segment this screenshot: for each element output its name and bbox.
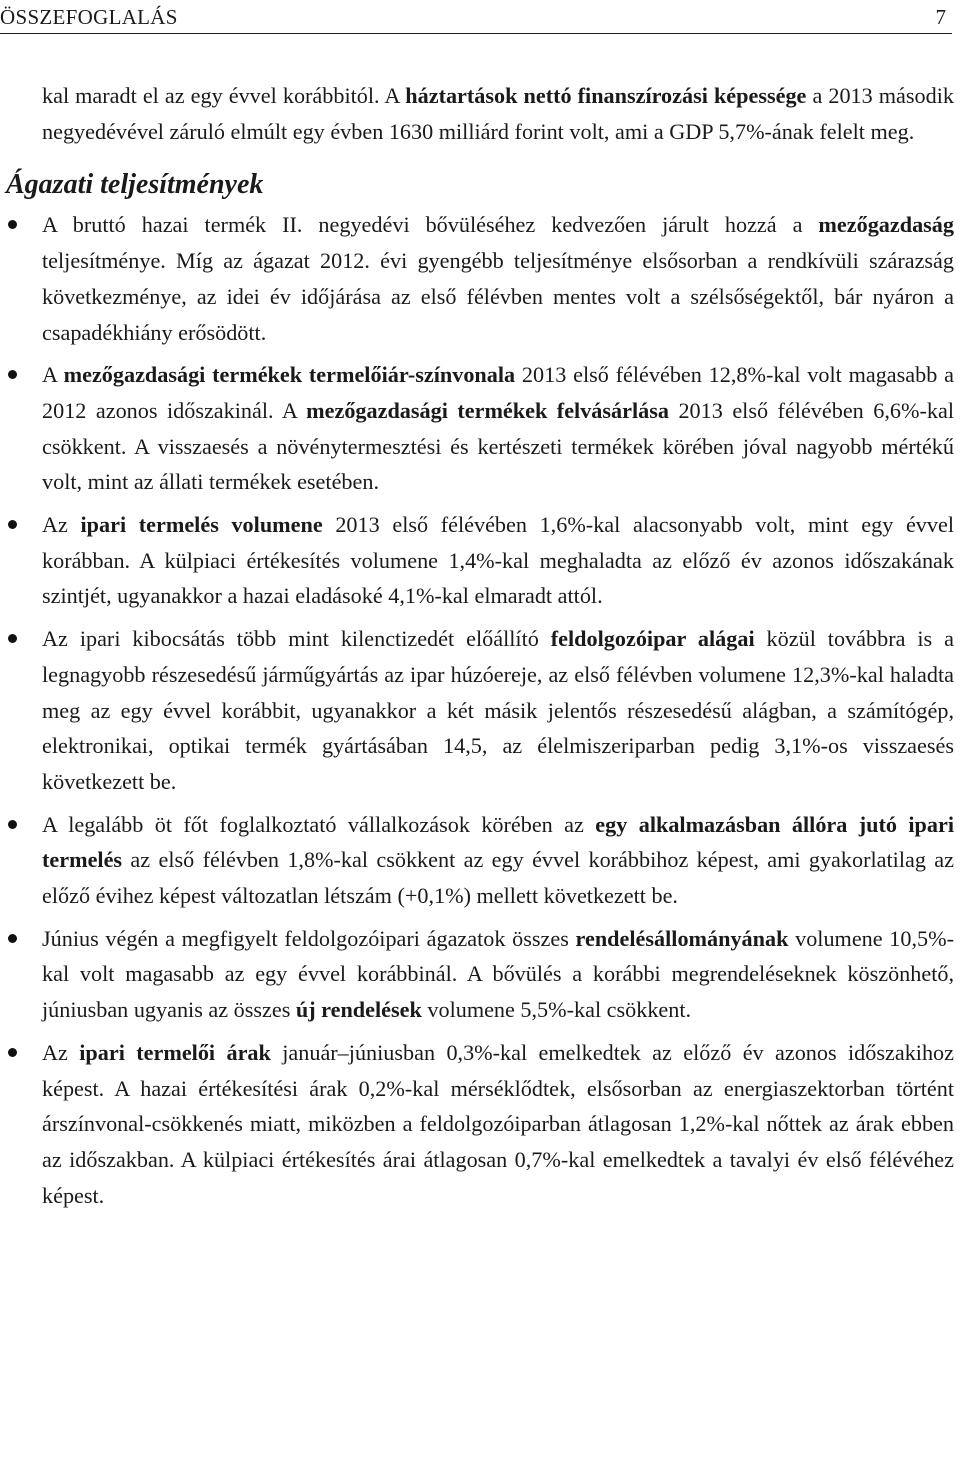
emphasis-text: ipari termelői árak	[79, 1039, 271, 1065]
text-run: A bruttó hazai termék II. negyedévi bővüléséhez kedvezően járult hozzá a	[42, 212, 819, 238]
text-run: A legalább öt főt foglalkoztató vállalkozások körében az	[42, 811, 596, 837]
text-run: 2013 első félévében 12,8%-kal volt magasabb a 2012 azonos időszakinál. A	[42, 362, 954, 423]
text-run: 2013 első félévében 6,6%-kal csökkent. A visszaesés a növénytermesztési és kertészeti termékek körében jóval nagyobb mértékű volt, mint az állati termékek esetében.	[42, 397, 954, 495]
emphasis-text: mezőgazdaság	[818, 212, 954, 238]
header-rule	[0, 33, 952, 34]
bullet-item	[42, 1035, 954, 1214]
text-run: január–júniusban 0,3%-kal emelkedtek az előző év azonos időszakihoz képest. A hazai értékesítési árak 0,2%-kal mérséklődtek, elsősorban az energiaszektorban történt árszínvonal-csökkenés miatt, miközben a feldolgozóiparban átlagosan 1,2%-kal nőttek az árak ebben az időszakban. A külpiaci értékesítés árai átlagosan 0,7%-kal emelkedtek a tavalyi év első félévéhez képest.	[42, 1039, 954, 1208]
bullet-item	[42, 357, 954, 500]
header-title: ÖSSZEFOGLALÁS	[0, 5, 178, 29]
text-run: az első félévben 1,8%-kal csökkent az egy évvel korábbihoz képest, ami gyakorlatilag az előző évihez képest változatlan létszám (+0,1%) mellett következett be.	[42, 847, 954, 909]
bullet-icon	[8, 634, 17, 643]
emphasis-text: feldolgozóipar alágai	[550, 626, 755, 652]
text-run: a 2013 második negyedévével záruló elmúlt egy évben 1630 milliárd forint volt, ami a GDP 5,7%-ának felelt meg.	[42, 83, 954, 144]
page-header	[0, 0, 960, 38]
text-run: Az	[42, 512, 81, 538]
bullet-icon	[8, 820, 17, 829]
text-run: volumene 10,5%-kal volt magasabb az egy évvel korábbinál. A bővülés a korábbi megrendeléseknek köszönhető, júniusban ugyanis az összes	[42, 925, 954, 1023]
bullet-icon	[8, 1048, 17, 1057]
text-run: volumene 5,5%-kal csökkent.	[421, 997, 692, 1023]
bullet-icon	[8, 520, 17, 529]
emphasis-text: új rendelések	[295, 997, 422, 1023]
emphasis-text: egy alkalmazásban állóra jutó ipari termelés	[42, 811, 954, 873]
intro-paragraph	[42, 78, 954, 149]
bullet-item	[42, 921, 954, 1028]
bullet-item	[42, 507, 954, 614]
bullet-icon	[8, 934, 17, 943]
text-run: A	[42, 362, 64, 388]
text-run: 2013 első félévében 1,6%-kal alacsonyabb volt, mint egy évvel korábban. A külpiaci értékesítés volumene 1,4%-kal meghaladta az előző év azonos időszakának szintjét, ugyanakkor a hazai eladásoké 4,1%-kal elmaradt attól.	[42, 512, 954, 609]
text-run: közül továbbra is a legnagyobb részesedésű járműgyártás az ipar húzóereje, az első félévben volumene 12,3%-kal haladta meg az egy évvel korábbit, ugyanakkor a két másik jelentős részesedésű alágban, a számítógép, elektronikai, optikai termék gyártásában 14,5, az élelmiszeriparban pedig 3,1%-os visszaesés következett be.	[42, 626, 954, 794]
emphasis-text: mezőgazdasági termékek termelőiár-színvonala	[63, 362, 516, 388]
bullet-item	[42, 207, 954, 350]
bullet-item	[42, 621, 954, 800]
text-run: Az ipari kibocsátás több mint kilenctizedét előállító	[42, 626, 551, 652]
emphasis-text: mezőgazdasági termékek felvásárlása	[306, 397, 669, 423]
text-run: kal maradt el az egy évvel korábbitól. A	[42, 83, 406, 108]
section-heading: Ágazati teljesítmények	[6, 169, 264, 201]
bullet-icon	[8, 220, 17, 229]
document-body	[6, 78, 954, 1220]
bullet-icon	[8, 370, 17, 379]
text-run: teljesítménye. Míg az ágazat 2012. évi gyengébb teljesítménye elsősorban a rendkívüli szárazság következménye, az idei év időjárása az első félévben mentes volt a szélsőségektől, bár nyáron a csapadékhiány erősödött.	[42, 248, 954, 345]
bullet-list	[42, 207, 954, 1213]
bullet-item	[42, 807, 954, 914]
text-run: Az	[42, 1039, 80, 1065]
emphasis-text: ipari termelés volumene	[80, 512, 323, 538]
text-run: Június végén a megfigyelt feldolgozóipari ágazatok összes	[42, 925, 576, 951]
emphasis-text: háztartások nettó finanszírozási képessége	[405, 83, 807, 108]
emphasis-text: rendelésállományának	[575, 925, 789, 951]
page-number: 7	[935, 5, 946, 29]
